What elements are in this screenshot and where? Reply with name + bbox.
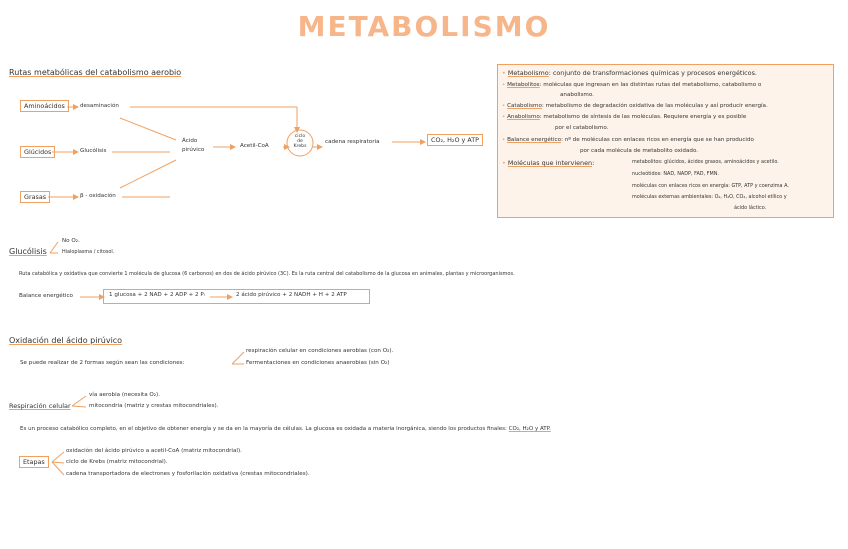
molecule-external-cont: ácido láctico. [734, 205, 767, 211]
input-glucids: Glúcidos [20, 146, 55, 158]
section-heading-glycolysis: Glucólisis [9, 247, 47, 256]
stage-item-1: oxidación del ácido pirúvico a acetil-CoA (matriz mitocondrial). [66, 448, 242, 454]
process-deamination: desaminación [80, 103, 119, 109]
section-heading-oxidation: Oxidación del ácido pirúvico [9, 336, 123, 345]
process-beta-oxidation: β - oxidación [80, 193, 116, 199]
definition-anabolismo: • Anabolismo: metabolismo de síntesis de las moléculas. Requiere energía y es posible [502, 114, 747, 120]
krebs-cycle: ciclo de Krebs [293, 134, 307, 149]
respiration-note-1: vía aerobia (necesita O₂). [89, 392, 161, 398]
definition-catabolismo: • Catabolismo: metabolismo de degradación oxidativa de las moléculas y así producir energía. [502, 103, 768, 109]
respiration-note-2: mitocondria (matriz y crestas mitocondriales). [89, 403, 219, 409]
page-title: METABOLISMO [297, 10, 551, 43]
oxidation-option-aerobic: respiración celular en condiciones aerobias (con O₂). [246, 348, 394, 354]
respiratory-chain: cadena respiratoria [325, 139, 380, 145]
final-products: CO₂, H₂O y ATP [427, 134, 483, 146]
oxidation-option-anaerobic: Fermentaciones en condiciones anaerobias (sin O₂) [246, 360, 390, 366]
acetyl-coa: Acetil-CoA [240, 143, 269, 149]
balance-rhs: 2 ácido pirúvico + 2 NADH + H + 2 ATP [236, 292, 347, 298]
stage-item-2: ciclo de Krebs (matriz mitocondrial). [66, 459, 168, 465]
molecule-metabolites: metabolitos: glúcidos, ácidos grasos, aminoácidos y acetilo. [632, 159, 779, 165]
section-heading-respiration: Respiración celular [9, 402, 71, 410]
respiration-description: Es un proceso catabólico completo, en el objetivo de obtener energía y se da en la mayoría de células. La glucosa es oxidada a materia inorgánica, siendo los productos finales: CO₂, H₂O y ATP. [20, 426, 551, 432]
molecule-nucleotides: nucleótidos: NAD, NADP, FAD, FMN. [632, 171, 719, 177]
balance-lhs: 1 glucosa + 2 NAD + 2 ADP + 2 Pᵢ [109, 292, 205, 298]
input-fats: Grasas [20, 191, 50, 203]
definition-anabolismo-cont: por el catabolismo. [555, 125, 609, 131]
molecule-external: moléculas externas ambientales: O₂, H₂O, CO₂, alcohol etílico y [632, 194, 787, 200]
definition-balance: • Balance energético: nº de moléculas con enlaces ricos en energía que se han producido [502, 137, 754, 143]
definition-balance-cont: por cada molécula de metabolito oxidado. [580, 148, 699, 154]
definition-metabolitos: • Metabolitos: moléculas que ingresan en las distintas rutas del metabolismo, catabolismo o [502, 82, 762, 88]
glycolysis-description: Ruta catabólica y oxidativa que convierte 1 molécula de glucosa (6 carbonos) en dos de ácido pirúvico (3C). Es la ruta central del catabolismo de la glucosa en animales, plantas y microorganismos. [19, 271, 515, 277]
acid-label-2: pirúvico [182, 147, 205, 153]
balance-label: Balance energético [19, 293, 73, 299]
definition-metabolitos-cont: anabolismo. [560, 92, 594, 98]
definition-metabolismo: • Metabolismo: conjunto de transformaciones químicas y procesos energéticos. [502, 69, 757, 77]
stage-item-3: cadena transportadora de electrones y fosforilación oxidativa (crestas mitocondriales). [66, 471, 310, 477]
glycolysis-note-2: Hialoplasma / citosol. [62, 249, 115, 255]
input-aminoacids: Aminoácidos [20, 100, 69, 112]
glycolysis-note-1: No O₂. [62, 238, 80, 244]
oxidation-intro: Se puede realizar de 2 formas según sean las condiciones: [20, 360, 185, 366]
stages-heading: Etapas [19, 456, 49, 468]
molecule-energy: moléculas con enlaces ricos en energía: GTP, ATP y coenzima A. [632, 183, 789, 189]
acid-label-1: Ácido [182, 138, 198, 144]
section-heading-catabolic-routes: Rutas metabólicas del catabolismo aerobio [9, 68, 182, 77]
definition-molecules: • Moléculas que intervienen: [502, 159, 595, 167]
process-glycolysis: Glucólisis [80, 148, 107, 154]
